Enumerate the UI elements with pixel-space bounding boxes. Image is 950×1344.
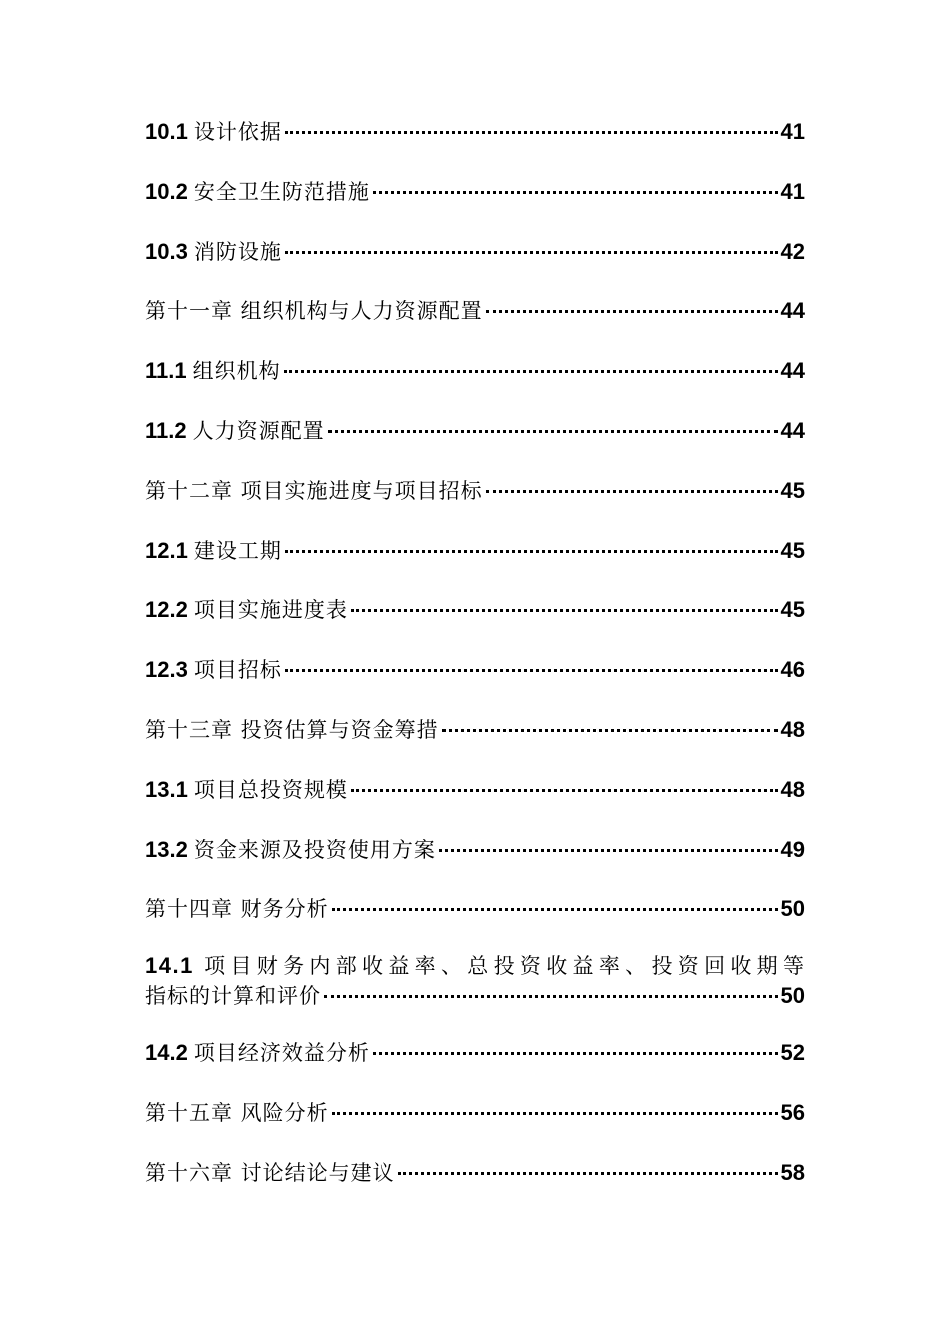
toc-page-number: 45 bbox=[780, 477, 805, 503]
toc-title: 项目招标 bbox=[193, 658, 282, 683]
toc-entry-13-2[interactable] bbox=[145, 832, 805, 868]
toc-chapter-title: 第十二章 项目实施进度与项目招标 bbox=[145, 478, 483, 503]
toc-number: 14.1 bbox=[145, 953, 194, 979]
toc-page-number: 52 bbox=[780, 1039, 805, 1065]
toc-entry-chapter-13[interactable] bbox=[145, 712, 805, 748]
toc-page-number: 49 bbox=[780, 836, 805, 862]
toc-entry-14-2[interactable] bbox=[145, 1035, 805, 1071]
toc-entry-11-1[interactable] bbox=[145, 353, 805, 389]
toc-entry-12-1[interactable] bbox=[145, 533, 805, 569]
dot-leader bbox=[373, 1052, 778, 1055]
toc-chapter-title: 第十五章 风险分析 bbox=[145, 1100, 329, 1125]
toc-entry-chapter-11[interactable] bbox=[145, 293, 805, 329]
dot-leader bbox=[442, 729, 778, 732]
toc-title: 项目总投资规模 bbox=[193, 777, 348, 802]
toc-chapter-title: 第十六章 讨论结论与建议 bbox=[145, 1160, 395, 1185]
toc-number: 12.3 bbox=[145, 657, 188, 683]
toc-page-number: 41 bbox=[780, 178, 805, 204]
toc-entry-14-1[interactable] bbox=[145, 951, 805, 1011]
dot-leader bbox=[351, 609, 778, 612]
dot-leader bbox=[332, 908, 778, 911]
toc-entry-chapter-12[interactable] bbox=[145, 473, 805, 509]
toc-number: 11.2 bbox=[145, 417, 187, 443]
toc-entry-line1 bbox=[145, 951, 805, 981]
toc-page-number: 45 bbox=[780, 537, 805, 563]
toc-page-number: 44 bbox=[780, 298, 805, 324]
toc-entry-10-3[interactable] bbox=[145, 234, 805, 270]
toc-page-number: 50 bbox=[780, 983, 805, 1009]
toc-entry-10-1[interactable] bbox=[145, 114, 805, 150]
toc-number: 14.2 bbox=[145, 1039, 188, 1065]
toc-title: 项目经济效益分析 bbox=[193, 1040, 370, 1065]
toc-entry-chapter-16[interactable] bbox=[145, 1155, 805, 1191]
toc-chapter-title: 第十四章 财务分析 bbox=[145, 897, 329, 922]
toc-title: 组织机构 bbox=[192, 359, 281, 384]
dot-leader bbox=[324, 995, 778, 998]
dot-leader bbox=[285, 669, 778, 672]
toc-entry-11-2[interactable] bbox=[145, 413, 805, 449]
dot-leader bbox=[486, 310, 778, 313]
toc-chapter-title: 第十三章 投资估算与资金筹措 bbox=[145, 717, 439, 742]
dot-leader bbox=[332, 1112, 778, 1115]
toc-page-number: 50 bbox=[780, 896, 805, 922]
dot-leader bbox=[373, 191, 778, 194]
toc-title: 人力资源配置 bbox=[192, 418, 325, 443]
toc-entry-chapter-14[interactable] bbox=[145, 891, 805, 927]
dot-leader bbox=[351, 789, 778, 792]
toc-entry-12-3[interactable] bbox=[145, 652, 805, 688]
toc-page-number: 56 bbox=[780, 1099, 805, 1125]
toc-page-number: 48 bbox=[780, 776, 805, 802]
toc-page-number: 48 bbox=[780, 716, 805, 742]
toc-number: 12.2 bbox=[145, 597, 188, 623]
toc-entry-line2 bbox=[145, 981, 805, 1011]
toc-title: 设计依据 bbox=[193, 120, 282, 144]
toc-entry-chapter-15[interactable] bbox=[145, 1095, 805, 1131]
toc-title: 项目实施进度表 bbox=[193, 598, 348, 623]
dot-leader bbox=[328, 430, 778, 433]
table-of-contents bbox=[145, 114, 805, 1214]
toc-page-number: 41 bbox=[780, 119, 805, 144]
toc-page-number: 58 bbox=[780, 1159, 805, 1185]
dot-leader bbox=[284, 370, 778, 373]
toc-page-number: 45 bbox=[780, 597, 805, 623]
toc-number: 13.2 bbox=[145, 836, 188, 862]
dot-leader bbox=[285, 131, 778, 134]
toc-number: 13.1 bbox=[145, 776, 188, 802]
toc-chapter-title: 第十一章 组织机构与人力资源配置 bbox=[145, 299, 483, 324]
dot-leader bbox=[439, 849, 778, 852]
toc-title: 建设工期 bbox=[193, 538, 282, 563]
toc-number: 10.2 bbox=[145, 178, 188, 204]
dot-leader bbox=[486, 490, 778, 493]
toc-page-number: 44 bbox=[780, 358, 805, 384]
dot-leader bbox=[285, 550, 778, 553]
toc-number: 10.1 bbox=[145, 119, 188, 144]
toc-page-number: 44 bbox=[780, 417, 805, 443]
toc-title: 项目财务内部收益率、总投资收益率、投资回收期等 bbox=[199, 954, 805, 979]
toc-number: 11.1 bbox=[145, 358, 187, 384]
toc-title: 资金来源及投资使用方案 bbox=[193, 837, 436, 862]
toc-page-number: 46 bbox=[780, 657, 805, 683]
toc-entry-13-1[interactable] bbox=[145, 772, 805, 808]
toc-title: 安全卫生防范措施 bbox=[193, 179, 370, 204]
toc-title-continued: 指标的计算和评价 bbox=[145, 984, 321, 1009]
toc-page-number: 42 bbox=[780, 238, 805, 264]
dot-leader bbox=[285, 251, 778, 254]
toc-title: 消防设施 bbox=[193, 239, 282, 264]
toc-number: 12.1 bbox=[145, 537, 188, 563]
dot-leader bbox=[398, 1172, 778, 1175]
toc-entry-10-2[interactable] bbox=[145, 174, 805, 210]
toc-entry-12-2[interactable] bbox=[145, 592, 805, 628]
toc-number: 10.3 bbox=[145, 238, 188, 264]
